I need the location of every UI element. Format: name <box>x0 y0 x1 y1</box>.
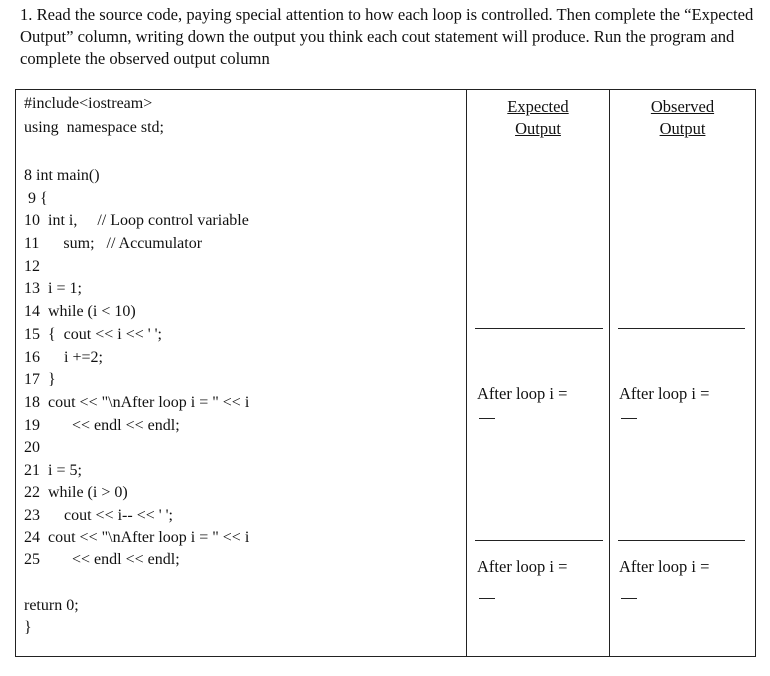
observed-loop2-output-blank[interactable] <box>618 540 745 541</box>
code-line: 23 cout << i-- << ' '; <box>24 507 173 524</box>
code-line: 15 { cout << i << ' '; <box>24 326 162 343</box>
observed-header-line2: Output <box>659 119 706 138</box>
code-line: 10 int i, // Loop control variable <box>24 212 249 229</box>
expected-header-line2: Output <box>515 119 561 138</box>
column-divider-expected <box>466 90 467 656</box>
code-line: 25 << endl << endl; <box>24 551 180 568</box>
expected-loop2-output-blank[interactable] <box>475 540 603 541</box>
code-line: 22 while (i > 0) <box>24 484 128 501</box>
expected-loop2-i-blank[interactable] <box>479 598 495 599</box>
instructions: 1. Read the source code, paying special attention to how each loop is controlled. Then complete the “Expected Output” column, writing down the output you think each cout statement will produce. Run the program and complete the observed output column <box>20 5 754 68</box>
code-line: 20 <box>24 439 40 456</box>
observed-header-line1: Observed <box>650 97 715 116</box>
expected-loop2-after-label: After loop i = <box>477 557 568 576</box>
expected-loop1-output-blank[interactable] <box>475 328 603 329</box>
code-line: using namespace std; <box>24 119 164 136</box>
code-line: 17 } <box>24 371 56 388</box>
code-line: 12 <box>24 258 40 275</box>
code-line: 18 cout << "\nAfter loop i = " << i <box>24 394 250 411</box>
code-line: return 0; <box>24 597 79 614</box>
code-line: #include<iostream> <box>24 95 153 112</box>
observed-loop1-i-blank[interactable] <box>621 418 637 419</box>
expected-output-header <box>466 96 610 140</box>
column-divider-observed <box>609 90 610 656</box>
observed-loop2-after-label: After loop i = <box>619 557 710 576</box>
code-line: 16 i +=2; <box>24 349 103 366</box>
worksheet-table <box>15 89 756 657</box>
code-line: 24 cout << "\nAfter loop i = " << i <box>24 529 250 546</box>
code-line: 13 i = 1; <box>24 280 82 297</box>
code-line: 19 << endl << endl; <box>24 417 180 434</box>
observed-loop1-output-blank[interactable] <box>618 328 745 329</box>
code-line: } <box>24 619 32 636</box>
code-line: 11 sum; // Accumulator <box>24 235 203 252</box>
code-line: 9 { <box>24 190 48 207</box>
code-line: 21 i = 5; <box>24 462 82 479</box>
observed-loop2-i-blank[interactable] <box>621 598 637 599</box>
code-line: 8 int main() <box>24 167 100 184</box>
expected-loop1-i-blank[interactable] <box>479 418 495 419</box>
expected-header-line1: Expected <box>507 97 569 116</box>
code-line: 14 while (i < 10) <box>24 303 136 320</box>
observed-loop1-after-label: After loop i = <box>619 384 710 403</box>
expected-loop1-after-label: After loop i = <box>477 384 568 403</box>
observed-output-header <box>609 96 756 140</box>
